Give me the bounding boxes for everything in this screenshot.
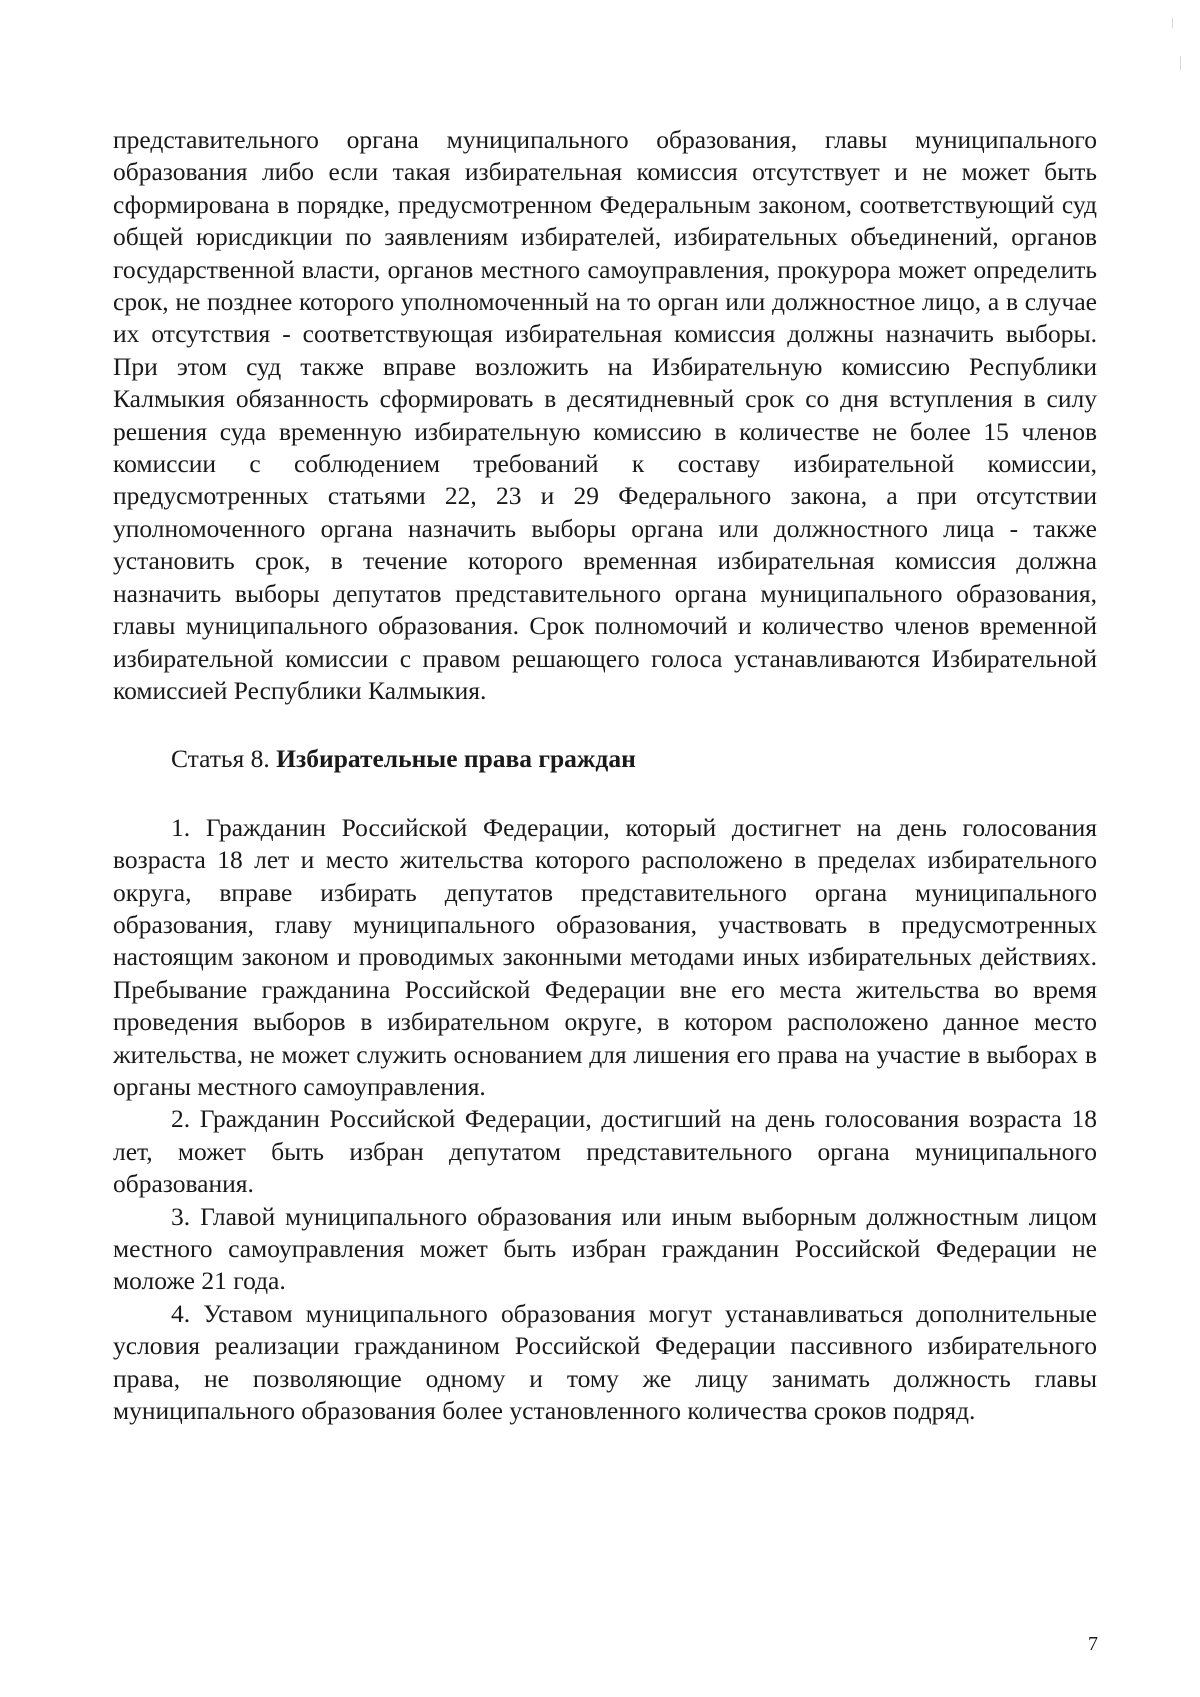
article-heading xyxy=(113,743,1097,775)
scan-artifact xyxy=(1172,18,1173,28)
page-number: 7 xyxy=(1088,1633,1098,1655)
clause-2: 2. Гражданин Российской Федерации, достигший на день голосования возраста 18 лет, может быть избран депутатом представительного органа муниципального образования. xyxy=(113,1104,1097,1199)
document-body xyxy=(113,124,1097,1427)
article-number: Статья 8. xyxy=(171,744,270,774)
clause-1: 1. Гражданин Российской Федерации, который достигнет на день голосования возраста 18 лет и место жительства которого расположено в пределах избирательного округа, вправе избирать депутатов представительного органа муниципального образования, главу муниципального образования, участвовать в предусмотренных настоящим законом и проводимых законными методами иных избирательных действиях. Пребывание гражданина Российской Федерации вне его места жительства во время проведения выборов в избирательном округе, в котором расположено данное место жительства, не может служить основанием для лишения его права на участие в выборах в органы местного самоуправления. xyxy=(113,812,1097,1101)
scan-artifact xyxy=(1180,56,1181,70)
continuation-paragraph: представительного органа муниципального образования, главы муниципального образования либо если такая избирательная комиссия отсутствует и не может быть сформирована в порядке, предусмотренном Федеральным законом, соответствующий суд общей юрисдикции по заявлениям избирателей, избирательных объединений, органов государственной власти, органов местного самоуправления, прокурора может определить срок, не позднее которого уполномоченный на то орган или должностное лицо, а в случае их отсутствия - соответствующая избирательная комиссия должны назначить выборы. При этом суд также вправе возложить на Избирательную комиссию Республики Калмыкия обязанность сформировать в десятидневный срок со дня вступления в силу решения суда временную избирательную комиссию в количестве не более 15 членов комиссии с соблюдением требований к составу избирательной комиссии, предусмотренных статьями 22, 23 и 29 Федерального закона, а при отсутствии уполномоченного органа назначить выборы органа или должностного лица - также установить срок, в течение которого временная избирательная комиссия должна назначить выборы депутатов представительного органа муниципального образования, главы муниципального образования. Срок полномочий и количество членов временной избирательной комиссии с правом решающего голоса устанавливаются Избирательной комиссией Республики Калмыкия. xyxy=(113,125,1097,705)
article-title: Избирательные права граждан xyxy=(276,744,636,774)
clause-3: 3. Главой муниципального образования или иным выборным должностным лицом местного самоуправления может быть избран гражданин Российской Федерации не моложе 21 года. xyxy=(113,1201,1097,1296)
clause-4: 4. Уставом муниципального образования могут устанавливаться дополнительные условия реализации гражданином Российской Федерации пассивного избирательного права, не позволяющие одному и тому же лицу занимать должность главы муниципального образования более установленного количества сроков подряд. xyxy=(113,1298,1097,1426)
